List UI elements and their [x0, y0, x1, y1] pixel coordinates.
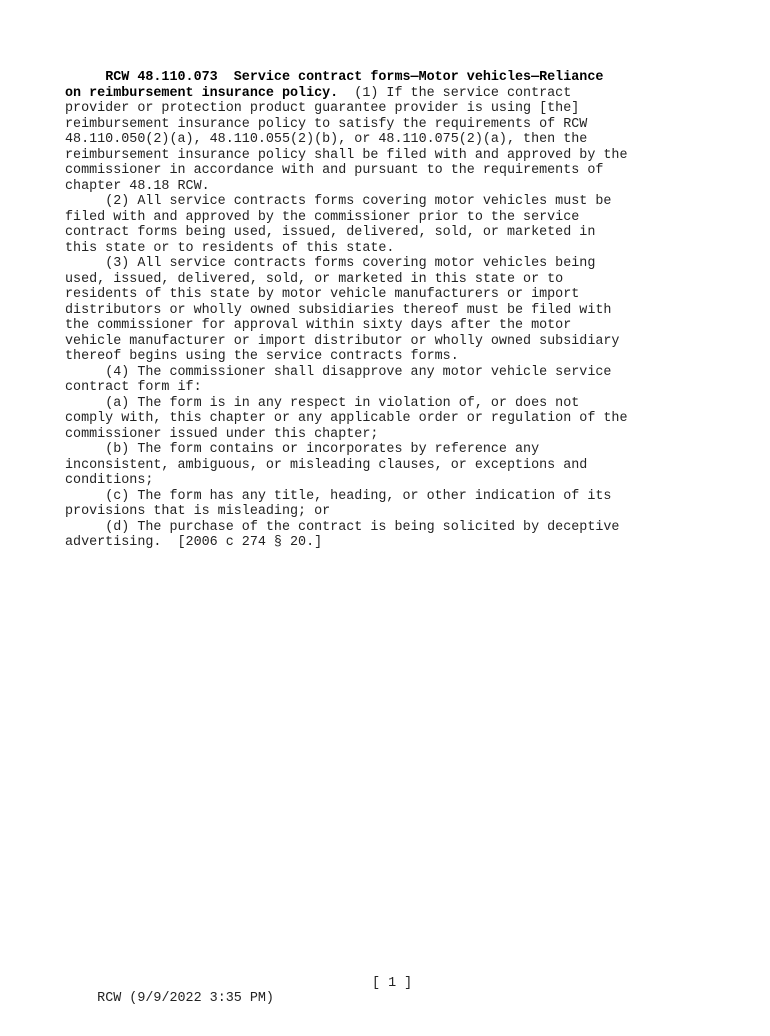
paragraph-4c: (c) The form has any title, heading, or other indication of its provisions that is misleading; or [65, 488, 612, 519]
paragraph-4: (4) The commissioner shall disapprove any motor vehicle service contract form if: [65, 364, 612, 395]
section-title-line2: on reimbursement insurance policy. [65, 85, 339, 101]
heading-indent [65, 70, 105, 85]
paragraph-4a: (a) The form is in any respect in violation of, or does not comply with, this chapter or any applicable order or regulation of the commissioner issued under this chapter; [65, 395, 628, 442]
footer-timestamp: RCW (9/9/2022 3:35 PM) [97, 991, 274, 1006]
paragraph-2: (2) All service contracts forms covering motor vehicles must be filed with and approved by the commissioner prior to the service contract forms being used, issued, delivered, sold, or marketed in this state or to residents of this state. [65, 194, 612, 256]
paragraph-4b: (b) The form contains or incorporates by reference any inconsistent, ambiguous, or misleading clauses, or exceptions and conditions; [65, 442, 588, 488]
paragraph-1: (1) If the service contract provider or protection product guarantee provider is using [the] reimbursement insurance policy to satisfy the requirements of RCW 48.110.050(2)(a), 48.110.055(2)(b), or 48.110.075(2)(a), then the reimbursement insurance policy shall be filed with and approved by the commissioner in accordance with and pursuant to the requirements of chapter 48.18 RCW. [65, 85, 628, 194]
page-footer [65, 976, 413, 1036]
section-title-line1: RCW 48.110.073 Service contract forms—Motor vehicles—Reliance [105, 70, 604, 85]
page-number: [ 1 ] [372, 976, 413, 991]
paragraph-3: (3) All service contracts forms covering motor vehicles being used, issued, delivered, sold, or marketed in this state or to residents of this state by motor vehicle manufacturers or import distributors or wholly owned subsidiaries thereof must be filed with the commissioner for approval within sixty days after the motor vehicle manufacturer or import distributor or wholly owned subsidiary thereof begins using the service contracts forms. [65, 256, 620, 364]
rcw-section-text [65, 70, 715, 551]
paragraph-4d: (d) The purchase of the contract is being solicited by deceptive advertising. [2006 c 274 § 20.] [65, 519, 620, 550]
